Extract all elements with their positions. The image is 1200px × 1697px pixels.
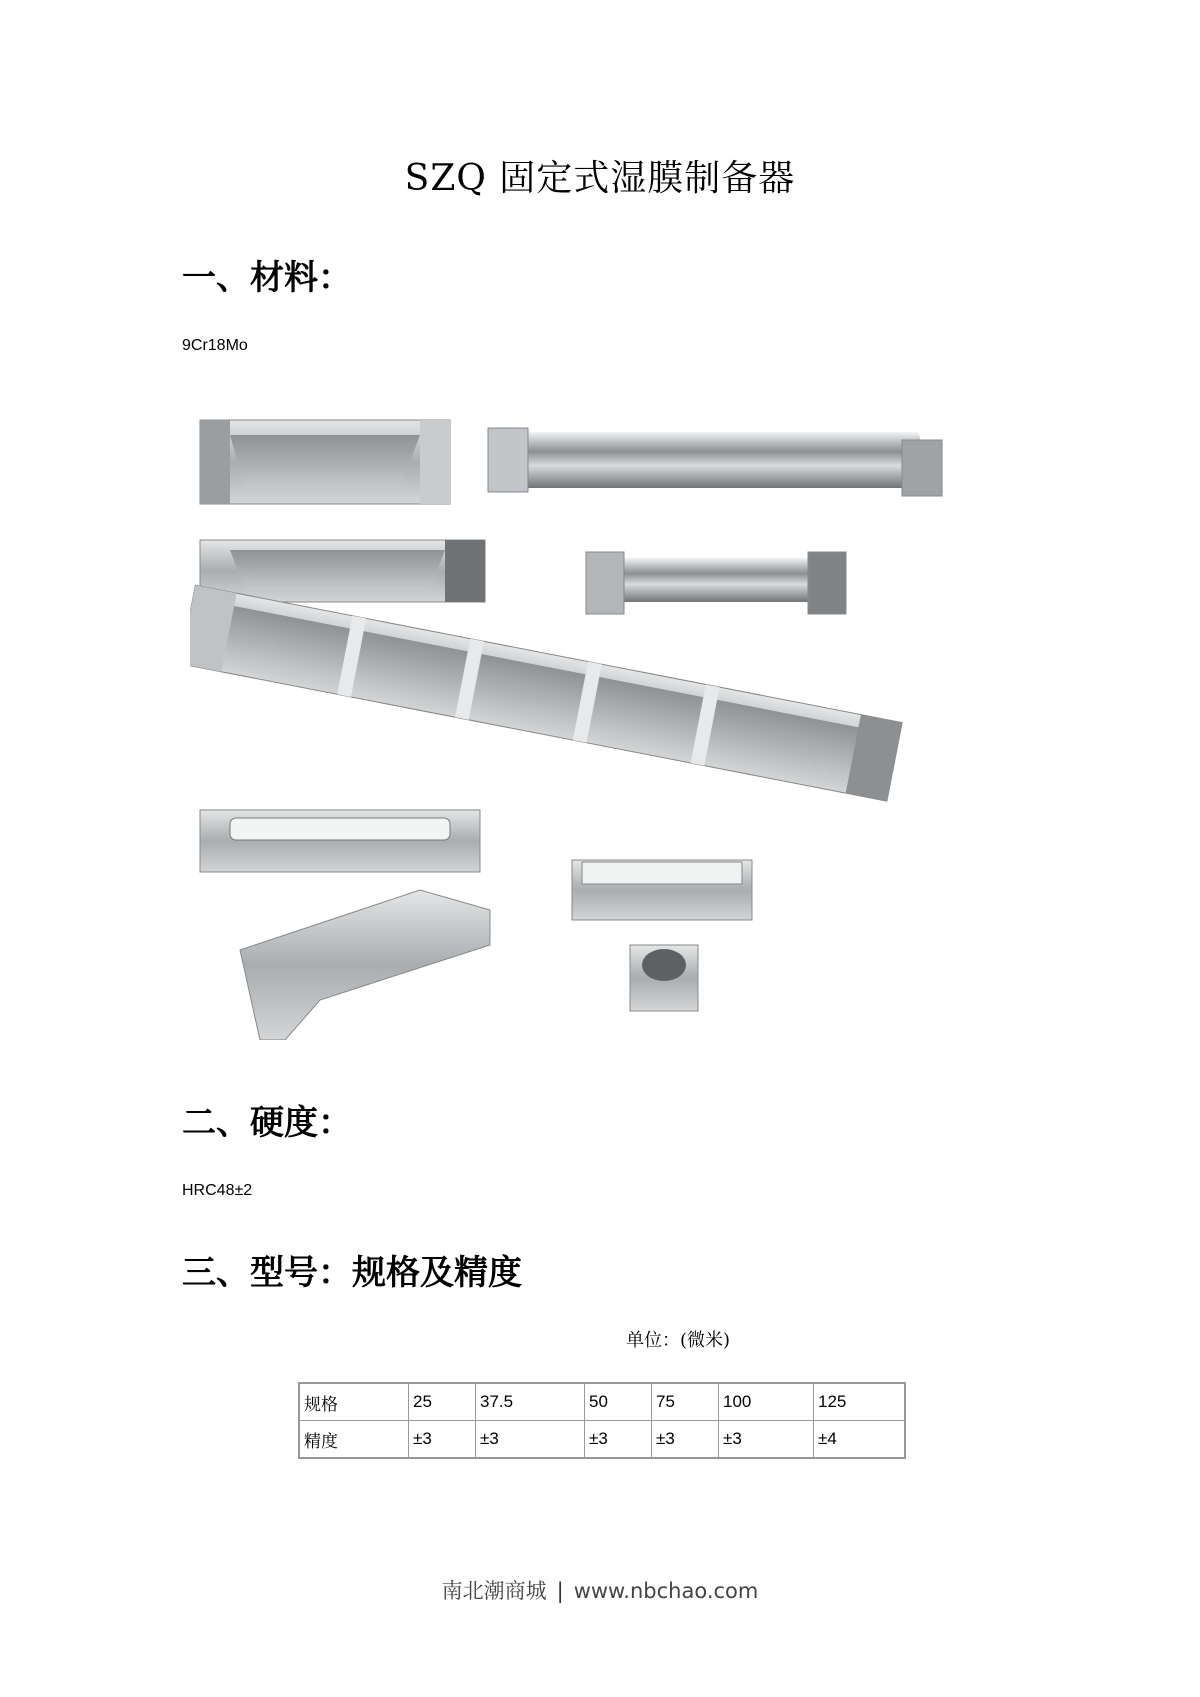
footer-site-name: 南北潮商城 xyxy=(441,1579,547,1603)
applicator-multi-gap xyxy=(190,585,902,801)
applicator-trough-medium xyxy=(200,540,485,602)
table-cell: ±3 xyxy=(476,1421,585,1459)
row-label-precision: 精度 xyxy=(299,1421,409,1459)
footer xyxy=(0,1575,1200,1605)
spec-table xyxy=(298,1382,906,1459)
table-cell: ±3 xyxy=(719,1421,814,1459)
applicator-rod-short xyxy=(586,552,846,614)
table-cell: 100 xyxy=(719,1383,814,1421)
row-label-spec: 规格 xyxy=(299,1383,409,1421)
table-cell: ±3 xyxy=(652,1421,719,1459)
table-row xyxy=(299,1421,905,1459)
footer-url[interactable]: www.nbchao.com xyxy=(573,1579,759,1603)
section-heading-material: 一、材料： xyxy=(182,258,352,298)
table-cell: 75 xyxy=(652,1383,719,1421)
applicator-rod-long xyxy=(488,428,942,496)
table-cell: ±3 xyxy=(409,1421,476,1459)
applicator-trough-short xyxy=(200,420,450,504)
table-cell: ±4 xyxy=(814,1421,906,1459)
applicator-l-shaped xyxy=(240,890,490,1040)
table-cell: 125 xyxy=(814,1383,906,1421)
hardness-value: HRC48±2 xyxy=(182,1182,253,1199)
table-row xyxy=(299,1383,905,1421)
material-value: 9Cr18Mo xyxy=(182,337,248,354)
unit-label: 单位：(微米) xyxy=(626,1330,731,1351)
product-photo xyxy=(190,400,950,1040)
page-title: SZQ 固定式湿膜制备器 xyxy=(404,158,796,199)
table-cell: 25 xyxy=(409,1383,476,1421)
section-heading-model: 三、型号：规格及精度 xyxy=(182,1253,522,1293)
table-cell: 37.5 xyxy=(476,1383,585,1421)
table-cell: 50 xyxy=(585,1383,652,1421)
applicator-cube xyxy=(630,945,698,1011)
section-heading-hardness: 二、硬度： xyxy=(182,1103,352,1143)
footer-separator: | xyxy=(556,1579,564,1603)
applicator-frame xyxy=(200,810,480,872)
applicator-box xyxy=(572,860,752,920)
table-cell: ±3 xyxy=(585,1421,652,1459)
